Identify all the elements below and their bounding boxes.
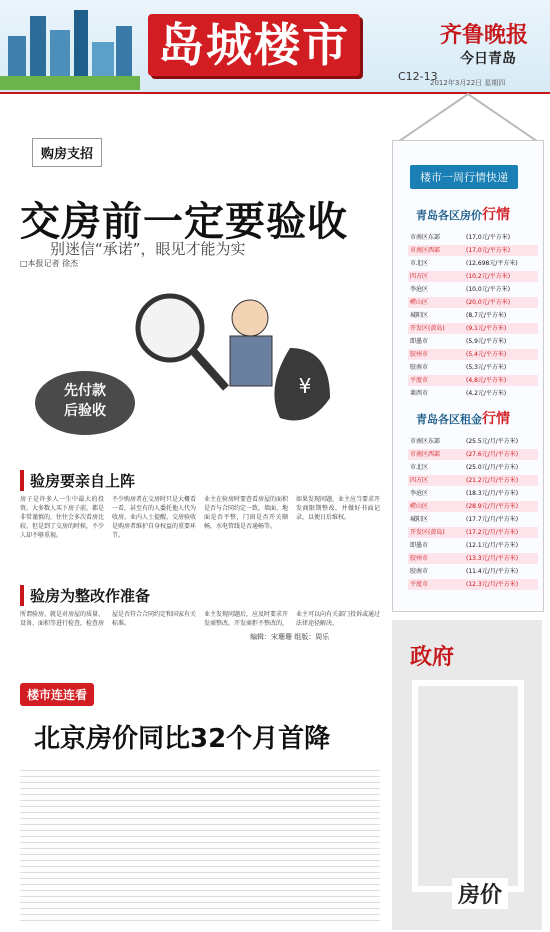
district-name: 胶州市 (410, 351, 429, 358)
table-row (408, 375, 538, 386)
district-price: (4,8元/平方米) (466, 377, 507, 384)
district-name: 市北区 (410, 260, 429, 267)
article-headline: 交房前一定要验收 (20, 198, 348, 245)
district-name: 李沧区 (410, 490, 429, 497)
table-row (408, 462, 538, 473)
district-price: (12.3元/月/平方米) (466, 581, 519, 588)
section-tag: 购房支招 (32, 138, 102, 167)
district-name: 市北区 (410, 464, 429, 471)
sign-line-1: 先付款 (64, 383, 106, 399)
table-row (408, 514, 538, 525)
district-price: (11.4元/月/平方米) (466, 568, 519, 575)
district-name: 市南区东部 (410, 438, 441, 445)
masthead-banner (0, 0, 550, 94)
table-row (408, 284, 538, 295)
district-name: 市南区西部 (410, 451, 441, 458)
district-name: 即墨市 (410, 338, 429, 345)
masthead-title: 岛城楼市 (148, 14, 360, 76)
money-bag-icon (274, 348, 330, 421)
rent-title-highlight: 行情 (482, 411, 510, 427)
district-name: 开发区(黄岛) (410, 325, 445, 332)
district-name: 胶南市 (410, 364, 429, 371)
table-row (408, 566, 538, 577)
magnifier-icon (138, 296, 226, 388)
section2-title: 验房为整改作准备 (20, 585, 150, 606)
table-row (408, 245, 538, 256)
price-table-title (416, 204, 510, 224)
paper-name: 齐鲁晚报 (440, 22, 529, 48)
table-row (408, 297, 538, 308)
district-name: 开发区(黄岛) (410, 529, 445, 536)
district-name: 城阳区 (410, 516, 429, 523)
table-row (408, 232, 538, 243)
district-name: 市南区西部 (410, 247, 441, 254)
table-row (408, 336, 538, 347)
issue-number: C12-13 (398, 70, 438, 83)
table-row (408, 388, 538, 399)
district-price: (25.0元/月/平方米) (466, 464, 519, 471)
cartoon-man (230, 300, 272, 386)
district-name: 崂山区 (410, 299, 429, 306)
district-price: (4,2元/平方米) (466, 390, 507, 397)
gov-label: 政府 (410, 645, 455, 670)
district-name: 李沧区 (410, 286, 429, 293)
district-price: (10,2元/平方米) (466, 273, 511, 280)
advice-sign (35, 371, 135, 435)
table-row (408, 488, 538, 499)
rent-table-title (416, 408, 510, 428)
table-row (408, 362, 538, 373)
district-name: 胶州市 (410, 555, 429, 562)
sign-line-2: 后验收 (64, 403, 106, 419)
district-price: (9,1元/平方米) (466, 325, 507, 332)
district-name: 胶南市 (410, 568, 429, 575)
section1-paragraph: 不少购房者在交房时只是大概看一看，甚至有的人委托他人代为收房。业内人士提醒，交房验收是购房者维护自身权益的重要环节。 (112, 496, 197, 539)
district-price: (17,0元/平方米) (466, 247, 511, 254)
price-title-main: 青岛各区房价 (416, 209, 482, 222)
district-name: 莱西市 (410, 390, 429, 397)
table-row (408, 501, 538, 512)
section1-title: 验房要亲自上阵 (20, 470, 135, 491)
table-row (408, 579, 538, 590)
series-tag: 楼市连连看 (20, 683, 94, 706)
edition-name: 今日青岛 (460, 51, 516, 67)
district-price: (25.5元/月/平方米) (466, 438, 519, 445)
district-price: (20,0元/平方米) (466, 299, 511, 306)
district-name: 崂山区 (410, 503, 429, 510)
table-row (408, 449, 538, 460)
district-price: (5,9元/平方米) (466, 338, 507, 345)
issue-date: 2012年3月22日 星期四 (430, 79, 506, 87)
district-price: (17,0元/平方米) (466, 234, 511, 241)
district-price: (28.9元/月/平方米) (466, 503, 519, 510)
section1-paragraph: 如果发现问题，业主应当要求开发商限期整改，并做好书面记录，以便日后维权。 (296, 496, 381, 521)
district-price: (21.2元/月/平方米) (466, 477, 519, 484)
city-skyline-illustration (0, 6, 140, 90)
rent-title-main: 青岛各区租金 (416, 413, 482, 426)
table-row (408, 323, 538, 334)
table-row (408, 553, 538, 564)
district-name: 即墨市 (410, 542, 429, 549)
article-byline: □本报记者 徐杰 (20, 259, 79, 268)
section1-body (20, 495, 380, 575)
district-name: 四方区 (410, 273, 429, 280)
district-price: (8,7元/平方米) (466, 312, 507, 319)
table-row (408, 475, 538, 486)
article-subhead: 别迷信“承诺”，眼见才能为实 (50, 240, 246, 258)
district-name: 城阳区 (410, 312, 429, 319)
district-price: (12.1元/月/平方米) (466, 542, 519, 549)
district-price: (10,0元/平方米) (466, 286, 511, 293)
section2-paragraph: 所谓验房，就是对房屋的质量、设备、面积等进行检查，检查房屋是否符合合同约定和国家有关标准。 (20, 611, 197, 627)
district-name: 市南区东部 (410, 234, 441, 241)
district-name: 四方区 (410, 477, 429, 484)
table-row (408, 271, 538, 282)
district-price: (17.7元/月/平方米) (466, 516, 519, 523)
table-row (408, 258, 538, 269)
sidebar-header: 楼市一周行情快递 (410, 165, 518, 189)
inspection-illustration (30, 278, 350, 438)
district-price: (13.3元/月/平方米) (466, 555, 519, 562)
table-row (408, 540, 538, 551)
price-title-highlight: 行情 (482, 207, 510, 223)
district-name: 平度市 (410, 581, 429, 588)
frame-shape (412, 680, 524, 892)
section1-paragraph: 房子是许多人一生中最大的投资，大多数人买下房子前，都是非常谨慎的，往往会多次看房比较。但是到了交房的时候，不少人却不够重视。 (20, 496, 105, 539)
district-price: (5,4元/平方米) (466, 351, 507, 358)
district-name: 平度市 (410, 377, 429, 384)
section1-paragraph: 业主在验房时要查看房屋的面积是否与合同约定一致，墙面、地面是否平整，门窗是否开关顺畅，水电管线是否通畅等。 (204, 496, 289, 530)
fangjia-label: 房价 (452, 878, 508, 909)
editor-credits: 编辑：宋珊珊 组版：周乐 (250, 633, 330, 641)
bottom-headline: 北京房价同比32个月首降 (34, 724, 331, 754)
section2-paragraph: 业主发现问题后，应及时要求开发商整改。开发商拒不整改的，业主可以向有关部门投诉或通过法律途径解决。 (204, 611, 381, 627)
district-price: (27.6元/月/平方米) (466, 451, 519, 458)
table-row (408, 436, 538, 447)
table-row (408, 349, 538, 360)
bottom-article-body (20, 765, 380, 925)
table-row (408, 527, 538, 538)
district-price: (17.2元/月/平方米) (466, 529, 519, 536)
district-price: (18.3元/月/平方米) (466, 490, 519, 497)
svg-text:¥: ¥ (298, 374, 312, 398)
table-row (408, 310, 538, 321)
district-price: (12,698元/平方米) (466, 260, 518, 267)
district-price: (5,3元/平方米) (466, 364, 507, 371)
